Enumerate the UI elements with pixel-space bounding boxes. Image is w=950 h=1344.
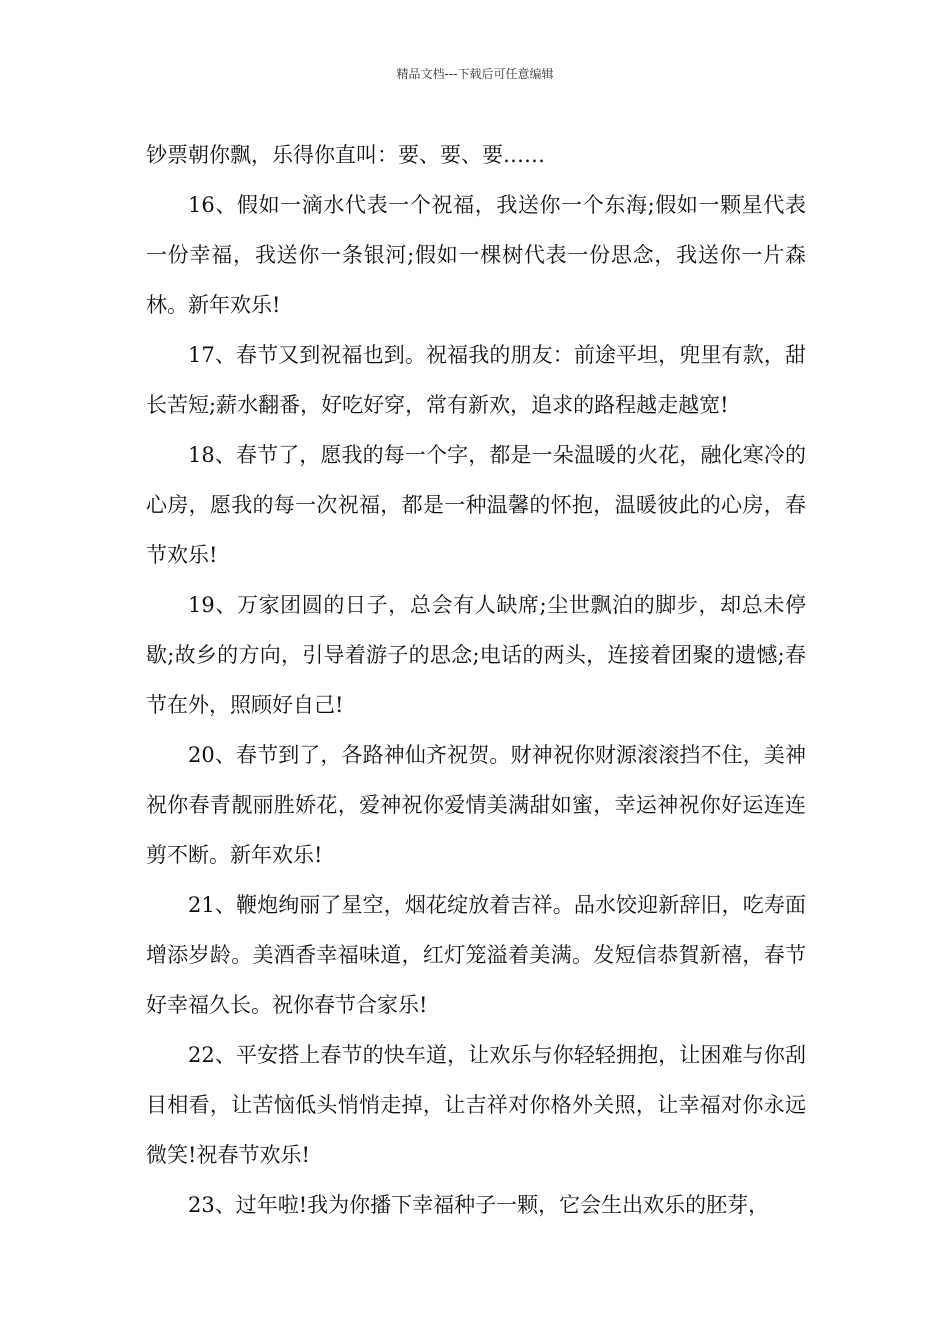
paragraph-21: 21、鞭炮绚丽了星空，烟花绽放着吉祥。品水饺迎新辞旧，吃寿面增添岁龄。美酒香幸福味道，红灯笼溢着美满。发短信恭賀新禧，春节好幸福久长。祝你春节合家乐! bbox=[146, 893, 806, 1017]
paragraph-continuation: 钞票朝你飘，乐得你直叫：要、要、要…… bbox=[146, 143, 545, 167]
paragraph-18: 18、春节了，愿我的每一个字，都是一朵温暖的火花，融化寒冷的心房，愿我的每一次祝福，都是一种温馨的怀抱，温暖彼此的心房，春节欢乐! bbox=[146, 443, 806, 567]
paragraph-19: 19、万家团圆的日子，总会有人缺席;尘世飘泊的脚步，却总未停歇;故乡的方向，引导着游子的思念;电话的两头，连接着团聚的遗憾;春节在外，照顾好自己! bbox=[146, 593, 806, 717]
document-body bbox=[146, 130, 806, 1230]
paragraph-22: 22、平安搭上春节的快车道，让欢乐与你轻轻拥抱，让困难与你刮目相看，让苦恼低头悄悄走掉，让吉祥对你格外关照，让幸福对你永远微笑!祝春节欢乐! bbox=[146, 1043, 806, 1167]
paragraph-17: 17、春节又到祝福也到。祝福我的朋友：前途平坦，兜里有款，甜长苦短;薪水翻番，好吃好穿，常有新欢，追求的路程越走越宽! bbox=[146, 343, 806, 417]
paragraph-16: 16、假如一滴水代表一个祝福，我送你一个东海;假如一颗星代表一份幸福，我送你一条银河;假如一棵树代表一份思念，我送你一片森林。新年欢乐! bbox=[146, 193, 806, 317]
paragraph-20: 20、春节到了，各路神仙齐祝贺。财神祝你财源滚滚挡不住，美神祝你春青靓丽胜娇花，爱神祝你爱情美满甜如蜜，幸运神祝你好运连连剪不断。新年欢乐! bbox=[146, 743, 806, 867]
paragraph-23: 23、过年啦!我为你播下幸福种子一颗，它会生出欢乐的胚芽， bbox=[188, 1193, 770, 1217]
page-header: 精品文档---下载后可任意编辑 bbox=[396, 67, 554, 81]
